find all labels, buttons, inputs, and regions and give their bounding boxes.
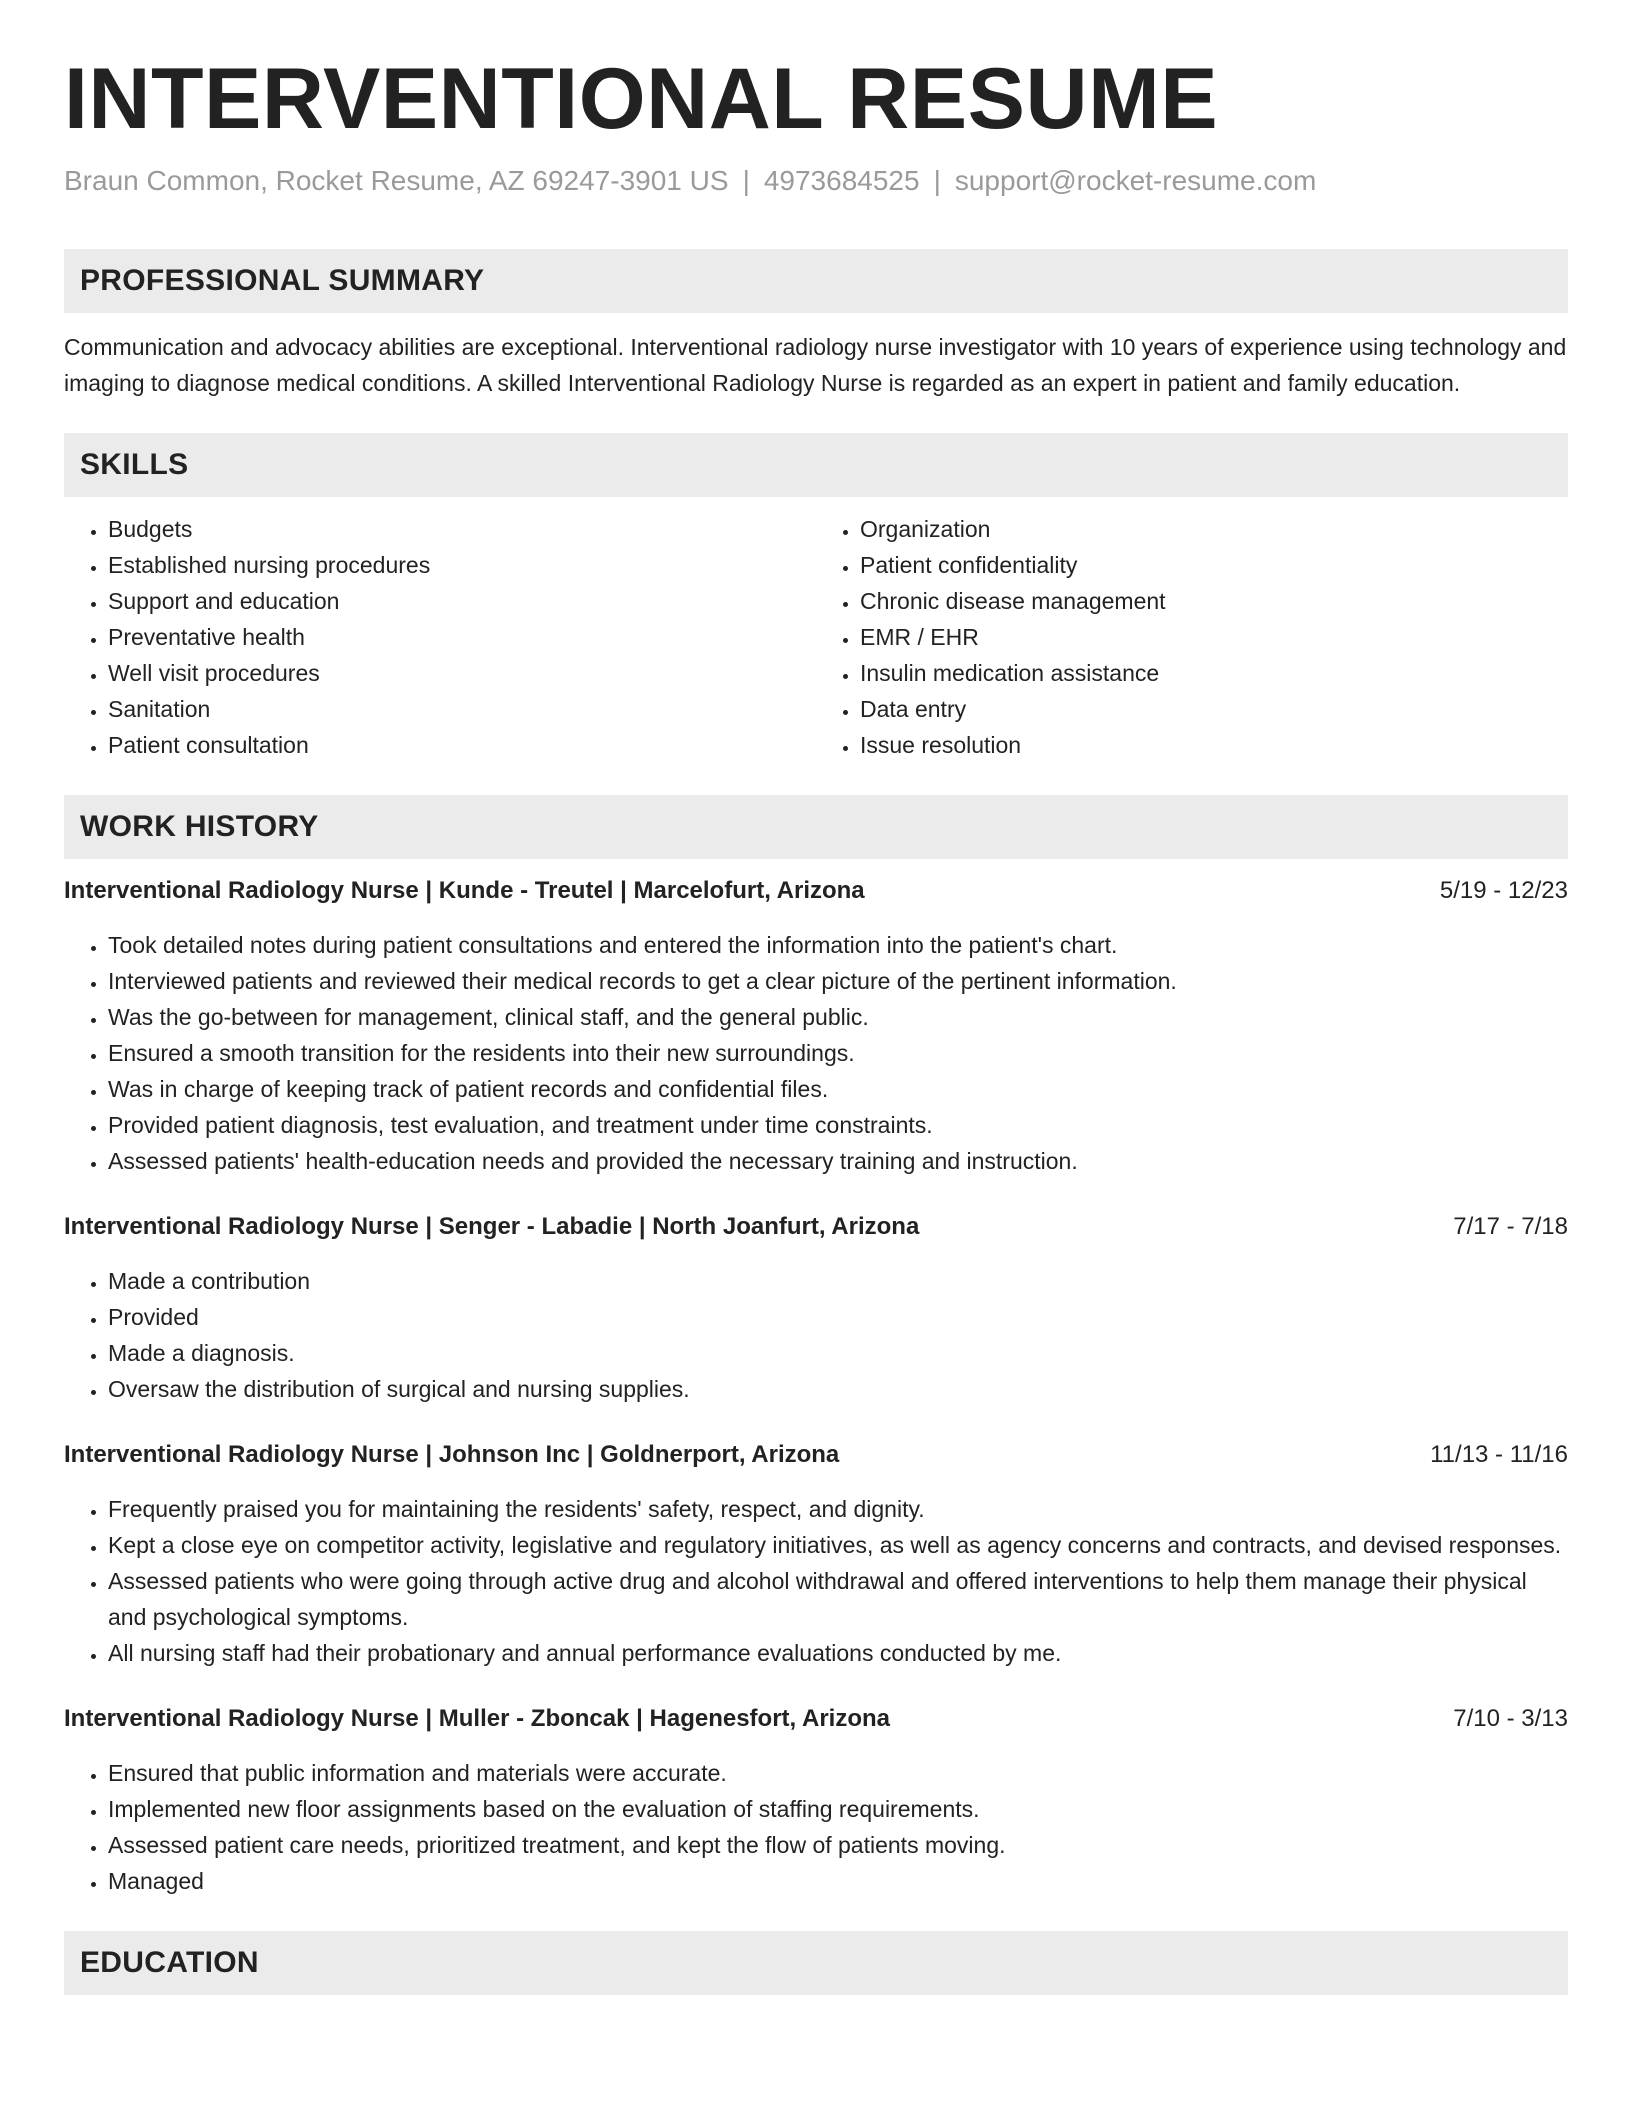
skills-heading: SKILLS <box>80 447 189 481</box>
work-heading: WORK HISTORY <box>80 809 319 843</box>
job-title: Interventional Radiology Nurse | Johnson Inc | Goldnerport, Arizona <box>64 1440 840 1468</box>
skill-item: • Budgets <box>108 511 816 547</box>
job-entry <box>64 1701 1568 1899</box>
job-dates: 7/17 - 7/18 <box>1453 1212 1568 1240</box>
summary-heading: PROFESSIONAL SUMMARY <box>80 263 485 297</box>
education-heading: EDUCATION <box>80 1945 259 1979</box>
job-dates: 5/19 - 12/23 <box>1439 876 1568 904</box>
job-header <box>64 1701 1568 1737</box>
skill-item: • Data entry <box>860 691 1568 727</box>
contact-line <box>64 163 1568 199</box>
summary-section-header <box>64 249 1568 313</box>
job-entry <box>64 1209 1568 1407</box>
skill-item: • EMR / EHR <box>860 619 1568 655</box>
contact-separator: | <box>933 164 941 196</box>
job-bullet: • Frequently praised you for maintaining the residents' safety, respect, and dignity. <box>108 1491 1568 1527</box>
job-bullet: • Made a contribution <box>108 1263 1568 1299</box>
job-dates: 11/13 - 11/16 <box>1430 1440 1568 1468</box>
job-bullet: • Assessed patients who were going through active drug and alcohol withdrawal and offered interventions to help them manage their physical and psychological symptoms. <box>108 1563 1568 1635</box>
skills-right-list <box>816 511 1568 763</box>
skill-item: • Chronic disease management <box>860 583 1568 619</box>
job-bullet: • Managed <box>108 1863 1568 1899</box>
contact-separator: | <box>742 164 750 196</box>
skills-section-header <box>64 433 1568 497</box>
contact-email: support@rocket-resume.com <box>954 164 1317 196</box>
job-bullet: • Ensured that public information and materials were accurate. <box>108 1755 1568 1791</box>
job-bullet: • Provided <box>108 1299 1568 1335</box>
job-bullet: • Oversaw the distribution of surgical and nursing supplies. <box>108 1371 1568 1407</box>
job-bullet: • Took detailed notes during patient consultations and entered the information into the patient's chart. <box>108 927 1568 963</box>
skill-item: • Well visit procedures <box>108 655 816 691</box>
job-bullet: • Implemented new floor assignments based on the evaluation of staffing requirements. <box>108 1791 1568 1827</box>
skill-item: • Support and education <box>108 583 816 619</box>
job-bullet: • Was in charge of keeping track of patient records and confidential files. <box>108 1071 1568 1107</box>
skill-item: • Insulin medication assistance <box>860 655 1568 691</box>
job-entry <box>64 873 1568 1179</box>
skill-item: • Patient confidentiality <box>860 547 1568 583</box>
job-bullet: • Made a diagnosis. <box>108 1335 1568 1371</box>
skill-item: • Preventative health <box>108 619 816 655</box>
skill-item: • Patient consultation <box>108 727 816 763</box>
job-bullet: • Assessed patients' health-education needs and provided the necessary training and instruction. <box>108 1143 1568 1179</box>
job-bullet: • Provided patient diagnosis, test evaluation, and treatment under time constraints. <box>108 1107 1568 1143</box>
skill-item: • Issue resolution <box>860 727 1568 763</box>
skill-item: • Organization <box>860 511 1568 547</box>
job-header <box>64 1437 1568 1473</box>
job-entry <box>64 1437 1568 1671</box>
skill-item: • Established nursing procedures <box>108 547 816 583</box>
skills-columns <box>64 511 1568 763</box>
resume-content <box>64 52 1568 1995</box>
education-section-header <box>64 1931 1568 1995</box>
job-bullet-list <box>64 1491 1568 1671</box>
job-bullet: • Kept a close eye on competitor activity, legislative and regulatory initiatives, as well as agency concerns and contracts, and devised responses. <box>108 1527 1568 1563</box>
contact-phone: 4973684525 <box>763 164 920 196</box>
job-bullet: • Assessed patient care needs, prioritized treatment, and kept the flow of patients moving. <box>108 1827 1568 1863</box>
skills-left-list <box>64 511 816 763</box>
job-title: Interventional Radiology Nurse | Kunde - Treutel | Marcelofurt, Arizona <box>64 876 865 904</box>
job-title: Interventional Radiology Nurse | Muller - Zboncak | Hagenesfort, Arizona <box>64 1704 890 1732</box>
job-dates: 7/10 - 3/13 <box>1453 1704 1568 1732</box>
job-bullet-list <box>64 1263 1568 1407</box>
skill-item: • Sanitation <box>108 691 816 727</box>
job-header <box>64 1209 1568 1245</box>
job-bullet: • All nursing staff had their probationary and annual performance evaluations conducted by me. <box>108 1635 1568 1671</box>
job-bullet: • Interviewed patients and reviewed their medical records to get a clear picture of the pertinent information. <box>108 963 1568 999</box>
job-bullet: • Was the go-between for management, clinical staff, and the general public. <box>108 999 1568 1035</box>
job-header <box>64 873 1568 909</box>
contact-address: Braun Common, Rocket Resume, AZ 69247-3901 US <box>64 164 729 196</box>
job-title: Interventional Radiology Nurse | Senger - Labadie | North Joanfurt, Arizona <box>64 1212 920 1240</box>
job-bullet-list <box>64 1755 1568 1899</box>
job-bullet-list <box>64 927 1568 1179</box>
work-section-header <box>64 795 1568 859</box>
summary-text: Communication and advocacy abilities are exceptional. Interventional radiology nurse investigator with 10 years of experience using technology and imaging to diagnose medical conditions. A skilled Interventional Radiology Nurse is regarded as an expert in patient and family education. <box>64 333 1567 396</box>
resume-name: INTERVENTIONAL RESUME <box>64 51 1219 147</box>
job-bullet: • Ensured a smooth transition for the residents into their new surroundings. <box>108 1035 1568 1071</box>
